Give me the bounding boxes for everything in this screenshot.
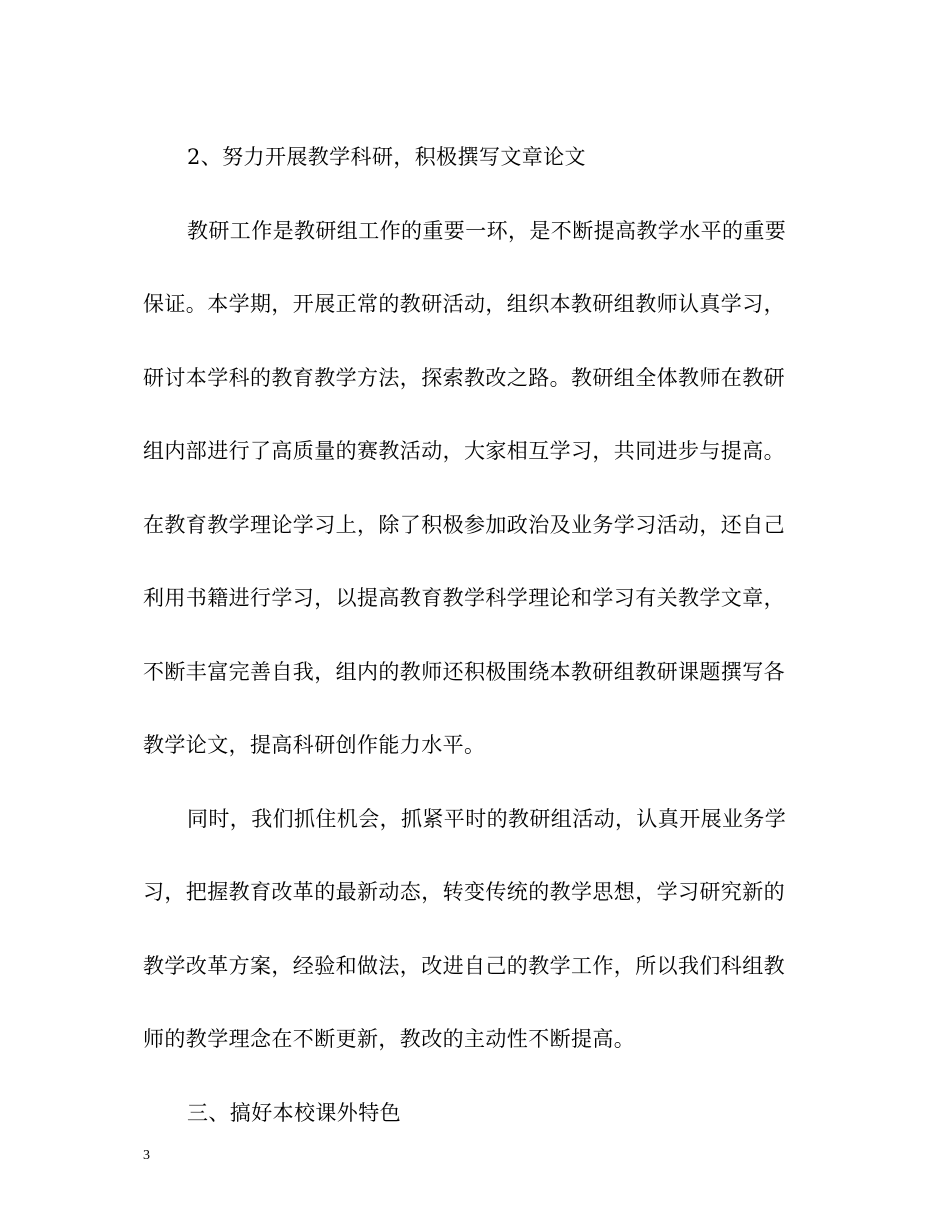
paragraph-line: 同时，我们抓住机会，抓紧平时的教研组活动，认真开展业务学 — [187, 806, 787, 831]
section-heading: 2、努力开展教学科研，积极撰写文章论文 — [187, 145, 586, 169]
page-number: 3 — [143, 1148, 150, 1163]
paragraph-line: 不断丰富完善自我，组内的教师还积极围绕本教研组教研课题撰写各 — [143, 659, 785, 684]
document-body — [143, 134, 803, 1163]
section-heading: 三、搞好本校课外特色 — [187, 1100, 401, 1125]
paragraph-line: 在教育教学理论学习上，除了积极参加政治及业务学习活动，还自己 — [143, 512, 785, 537]
paragraph-line: 习，把握教育改革的最新动态，转变传统的教学思想，学习研究新的 — [143, 880, 785, 904]
paragraph-line: 利用书籍进行学习，以提高教育教学科学理论和学习有关教学文章， — [143, 586, 785, 610]
paragraph-line: 教学论文，提高科研创作能力水平。 — [143, 733, 486, 757]
paragraph-line: 师的教学理念在不断更新，教改的主动性不断提高。 — [143, 1027, 636, 1051]
paragraph-line: 研讨本学科的教育教学方法，探索教改之路。教研组全体教师在教研 — [143, 365, 785, 390]
paragraph-line: 组内部进行了高质量的赛教活动，大家相互学习，共同进步与提高。 — [143, 439, 785, 463]
paragraph-line: 教研工作是教研组工作的重要一环，是不断提高教学水平的重要 — [187, 218, 787, 243]
paragraph-line: 教学改革方案，经验和做法，改进自己的教学工作，所以我们科组教 — [143, 953, 785, 978]
paragraph-line: 保证。本学期，开展正常的教研活动，组织本教研组教师认真学习， — [143, 292, 785, 316]
